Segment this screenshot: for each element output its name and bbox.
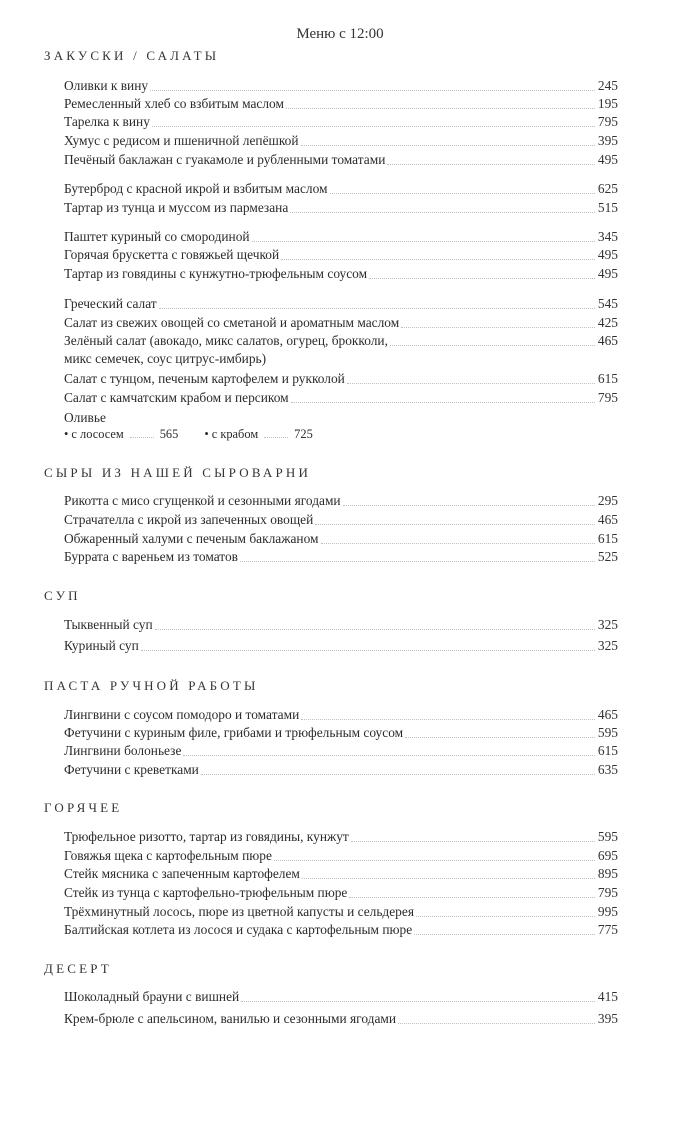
menu-item — [64, 864, 618, 882]
dot-leader — [301, 719, 595, 720]
dot-leader — [286, 108, 595, 109]
menu-item — [64, 245, 618, 263]
item-name: Ремесленный хлеб со взбитым маслом — [64, 96, 284, 111]
item-name: Балтийская котлета из лосося и судака с картофельным пюре — [64, 922, 413, 937]
menu-item — [64, 760, 618, 778]
item-price: 415 — [597, 989, 618, 1004]
item-price: 525 — [597, 549, 618, 564]
dot-leader — [330, 193, 595, 194]
menu-item — [64, 388, 618, 406]
item-price: 325 — [597, 617, 618, 632]
item-name: Лингвини болоньезе — [64, 743, 182, 758]
olivie-price-salmon: 565 — [159, 427, 179, 441]
item-name: Салат с тунцом, печеным картофелем и рукколой — [64, 371, 345, 386]
menu-item — [64, 76, 618, 94]
item-price: 895 — [597, 866, 618, 881]
item-name: Трёхминутный лосось, пюре из цветной капусты и сельдерея — [64, 904, 414, 919]
dot-leader — [301, 145, 595, 146]
item-price: 795 — [597, 390, 618, 405]
item-name: Тартар из говядины с кунжутно-трюфельным соусом — [64, 266, 368, 281]
dot-leader — [281, 259, 595, 260]
menu-item — [64, 615, 618, 633]
dot-leader — [315, 524, 595, 525]
menu-item — [64, 883, 618, 901]
item-price: 615 — [597, 371, 618, 386]
item-price: 515 — [597, 200, 618, 215]
item-name: Обжаренный халуми с печеным баклажаном — [64, 531, 319, 546]
item-name: Шоколадный брауни с вишней — [64, 989, 240, 1004]
item-name: Печёный баклажан с гуакамоле и рубленными томатами — [64, 152, 386, 167]
menu-item — [64, 131, 618, 149]
menu-item — [64, 510, 618, 528]
dot-leader — [387, 164, 595, 165]
dot-leader — [401, 327, 595, 328]
menu-item — [64, 294, 618, 312]
item-name: Салат с камчатским крабом и персиком — [64, 390, 289, 405]
dot-leader — [405, 737, 595, 738]
item-name: Буррата с вареньем из томатов — [64, 549, 238, 564]
item-name: Хумус с редисом и пшеничной лепёшкой — [64, 133, 299, 148]
menu-item — [64, 1009, 618, 1027]
item-name: Крем-брюле с апельсином, ванилью и сезонными ягодами — [64, 1011, 397, 1026]
item-price: 795 — [597, 114, 618, 129]
item-name: Рикотта с мисо сгущенкой и сезонными ягодами — [64, 493, 341, 508]
menu-item — [64, 987, 618, 1005]
dot-leader — [347, 383, 595, 384]
dot-leader — [201, 774, 595, 775]
item-price: 695 — [597, 848, 618, 863]
menu-item — [64, 827, 618, 845]
dot-leader — [274, 860, 595, 861]
section-heading-sup: СУП — [44, 588, 81, 603]
item-name: Лингвини с соусом помодоро и томатами — [64, 707, 300, 722]
item-price: 795 — [597, 885, 618, 900]
item-price: 245 — [597, 78, 618, 93]
dot-leader — [155, 629, 595, 630]
item-price: 595 — [597, 829, 618, 844]
dot-leader — [416, 916, 595, 917]
menu-item — [64, 491, 618, 509]
dot-leader — [183, 755, 595, 756]
olivie-name: Оливье — [64, 410, 106, 425]
dot-leader — [150, 90, 595, 91]
item-name: Салат из свежих овощей со сметаной и ароматным маслом — [64, 315, 400, 330]
item-name: Тыквенный суп — [64, 617, 153, 632]
menu-item — [64, 150, 618, 168]
menu-item — [64, 94, 618, 112]
menu-item — [64, 198, 618, 216]
olivie-options — [64, 427, 313, 442]
menu-item — [64, 846, 618, 864]
dot-leader — [290, 212, 595, 213]
menu-item — [64, 313, 618, 331]
item-price: 995 — [597, 904, 618, 919]
dot-leader — [390, 345, 595, 346]
dot-leader — [302, 878, 595, 879]
olivie-option-crab: • с крабом — [204, 427, 259, 441]
section-heading-goryachee: ГОРЯЧЕЕ — [44, 800, 123, 815]
menu-title: Меню с 12:00 — [296, 26, 384, 42]
item-name: Фетучини с креветками — [64, 762, 199, 777]
item-price: 635 — [597, 762, 618, 777]
item-price: 615 — [597, 743, 618, 758]
dot-leader — [369, 278, 595, 279]
menu-item — [64, 920, 618, 938]
dot-leader — [252, 241, 595, 242]
item-price: 395 — [597, 1011, 618, 1026]
item-name: Бутерброд с красной икрой и взбитым маслом — [64, 181, 328, 196]
menu-item — [64, 705, 618, 723]
item-price: 545 — [597, 296, 618, 311]
item-name: Греческий салат — [64, 296, 157, 311]
dot-leader — [241, 1001, 595, 1002]
item-price: 465 — [597, 707, 618, 722]
item-price: 295 — [597, 493, 618, 508]
menu-item — [64, 636, 618, 654]
item-name: Горячая брускетта с говяжьей щечкой — [64, 247, 280, 262]
dot-leader — [343, 505, 595, 506]
dot-leader — [414, 934, 595, 935]
olivie-option-salmon: • с лососем — [64, 427, 124, 441]
menu-item — [64, 227, 618, 245]
dot-leader — [141, 650, 595, 651]
item-name: Тарелка к вину — [64, 114, 150, 129]
dot-leader — [398, 1023, 595, 1024]
dot-leader — [240, 561, 595, 562]
item-price: 615 — [597, 531, 618, 546]
item-name: Трюфельное ризотто, тартар из говядины, кунжут — [64, 829, 349, 844]
dot-leader — [291, 402, 595, 403]
menu-item-multiline — [64, 332, 618, 368]
dot-leader — [351, 841, 595, 842]
item-name: Паштет куриный со смородиной — [64, 229, 250, 244]
item-price: 625 — [597, 181, 618, 196]
item-name: Стейк мясника с запеченным картофелем — [64, 866, 300, 881]
item-price: 495 — [597, 266, 618, 281]
dot-leader — [130, 437, 154, 438]
item-name: Куриный суп — [64, 638, 139, 653]
item-price: 325 — [597, 638, 618, 653]
dot-leader — [264, 437, 288, 438]
dot-leader — [321, 543, 595, 544]
item-name: Стейк из тунца с картофельно-трюфельным пюре — [64, 885, 348, 900]
item-name-continued: микс семечек, соус цитрус-имбирь) — [64, 351, 267, 366]
menu-item — [64, 179, 618, 197]
item-price: 495 — [597, 152, 618, 167]
item-name: Тартар из тунца и муссом из пармезана — [64, 200, 289, 215]
menu-item — [64, 529, 618, 547]
item-price: 195 — [597, 96, 618, 111]
menu-item — [64, 547, 618, 565]
item-price: 345 — [597, 229, 618, 244]
item-name: Оливки к вину — [64, 78, 149, 93]
item-price: 465 — [597, 333, 618, 348]
olivie-price-crab: 725 — [294, 427, 313, 441]
dot-leader — [159, 308, 595, 309]
item-name: Фетучини с куриным филе, грибами и трюфельным соусом — [64, 725, 404, 740]
dot-leader — [152, 126, 595, 127]
item-name: Говяжья щека с картофельным пюре — [64, 848, 272, 863]
menu-item — [64, 369, 618, 387]
item-price: 595 — [597, 725, 618, 740]
dot-leader — [349, 897, 595, 898]
menu-item — [64, 741, 618, 759]
menu-item — [64, 902, 618, 920]
menu-item — [64, 723, 618, 741]
item-name: Зелёный салат (авокадо, микс салатов, огурец, брокколи, — [64, 333, 388, 348]
item-price: 775 — [597, 922, 618, 937]
menu-item — [64, 112, 618, 130]
section-heading-desert: ДЕСЕРТ — [44, 961, 112, 976]
section-heading-pasta: ПАСТА РУЧНОЙ РАБОТЫ — [44, 678, 259, 693]
item-price: 395 — [597, 133, 618, 148]
section-heading-zakuski: ЗАКУСКИ / САЛАТЫ — [44, 48, 220, 63]
item-price: 465 — [597, 512, 618, 527]
item-price: 425 — [597, 315, 618, 330]
item-price: 495 — [597, 247, 618, 262]
item-name: Страчателла с икрой из запеченных овощей — [64, 512, 314, 527]
section-heading-syry: СЫРЫ ИЗ НАШЕЙ СЫРОВАРНИ — [44, 465, 312, 480]
menu-item — [64, 264, 618, 282]
